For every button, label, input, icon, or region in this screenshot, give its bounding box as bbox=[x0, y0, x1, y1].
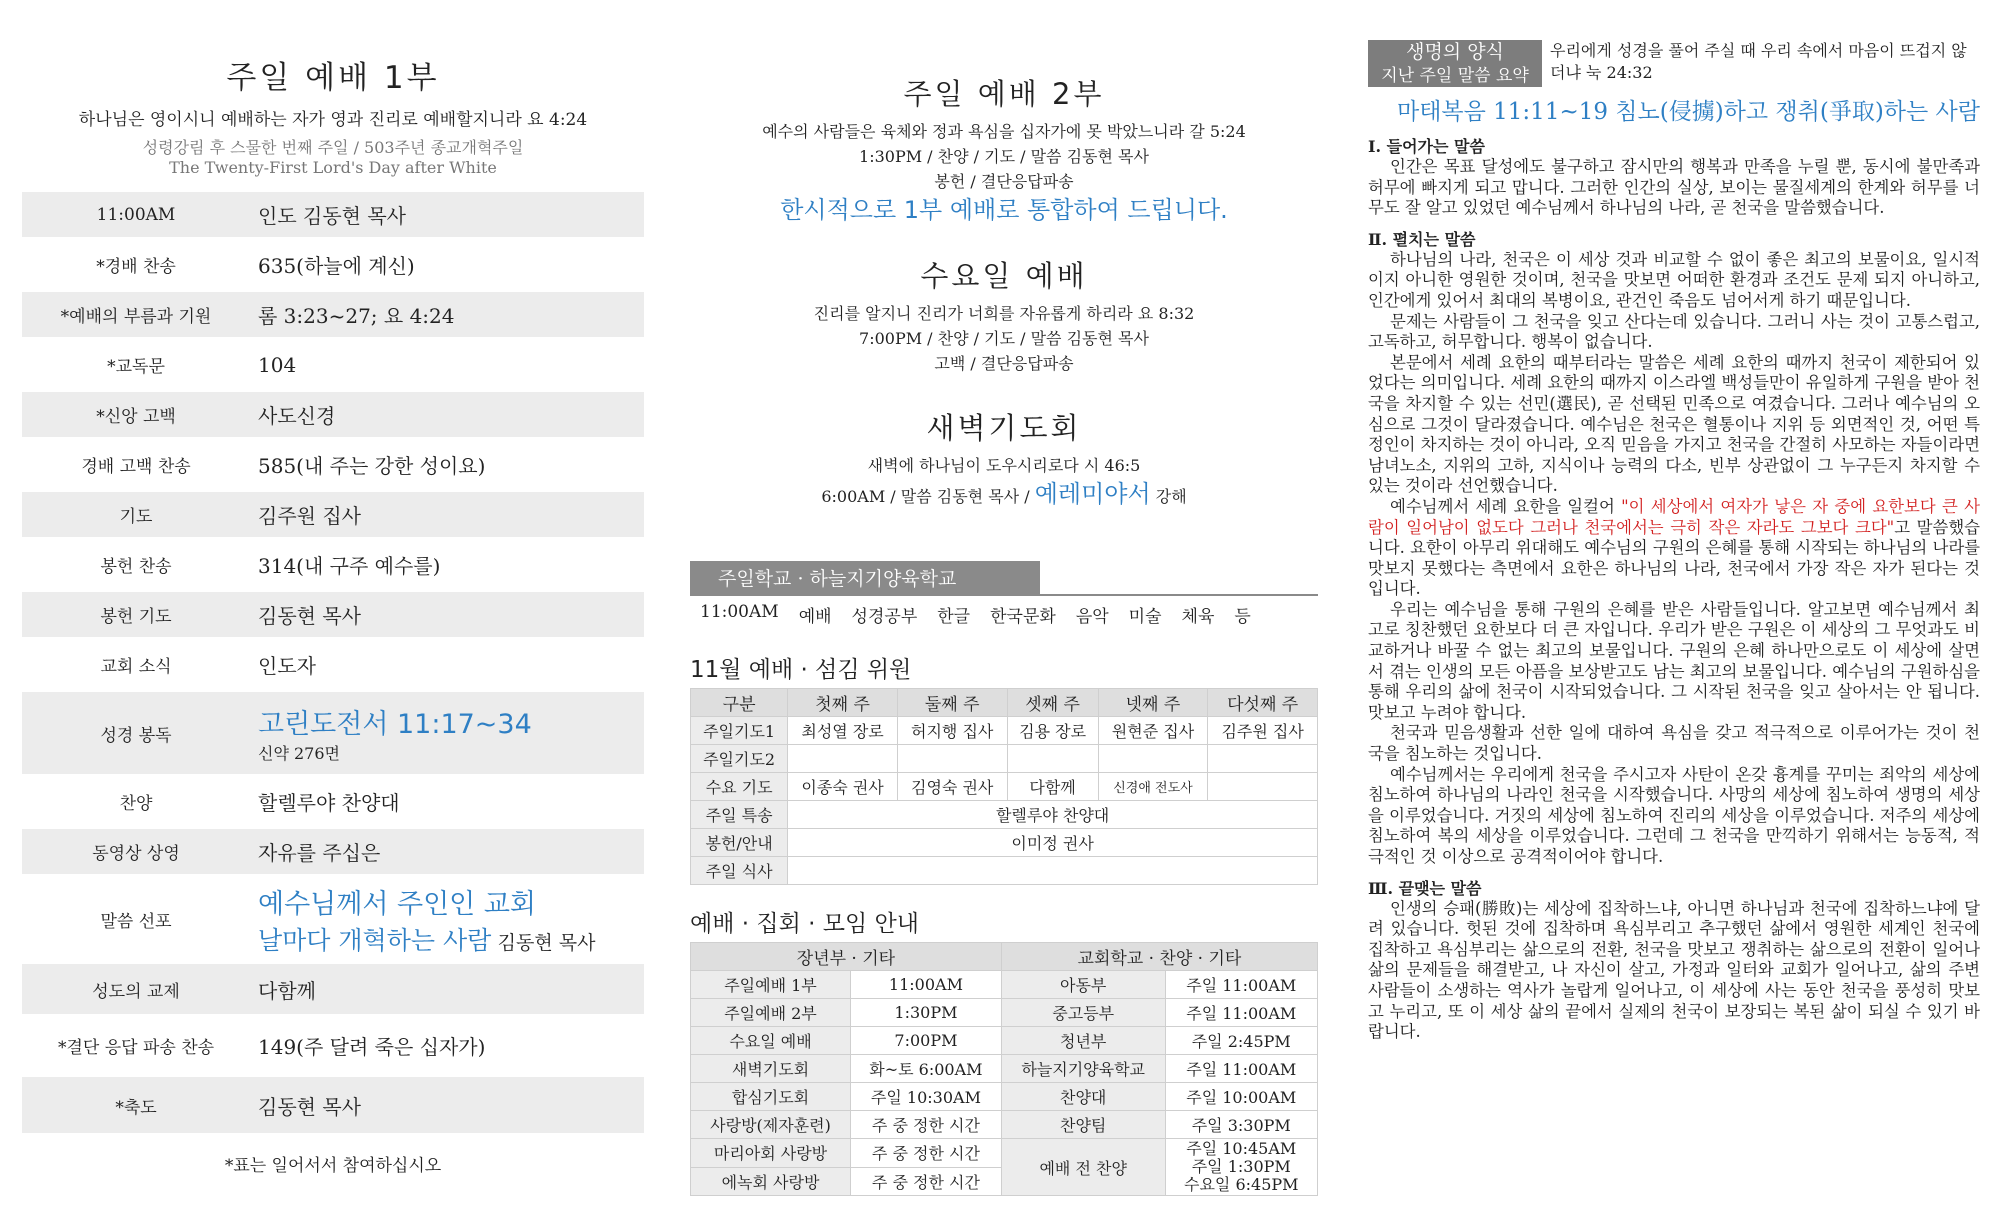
table-row: 주일기도1 최성열 장로 허지행 집사 김용 장로 원현준 집사 김주원 집사 bbox=[691, 717, 1318, 745]
order-row: 경배 고백 찬송 585(내 주는 강한 성이요) bbox=[81, 454, 486, 478]
service1-verse: 하나님은 영이시니 예배하는 자가 영과 진리로 예배할지니라 요 4:24 bbox=[78, 110, 588, 130]
order-row: 동영상 상영 자유를 주십은 bbox=[22, 829, 644, 874]
table-row: 주일기도2 bbox=[691, 745, 1318, 773]
order-row: 성도의 교제 다함께 bbox=[22, 964, 644, 1014]
quoted-scripture: "이 세상에서 여자가 낳은 자 중에 요한보다 큰 사람이 일어남이 없도다 그러나 천국에서는 극히 작은 자라도 그보다 크다" bbox=[1368, 496, 1980, 537]
dawn-line1: 6:00AM / 말씀 김동현 목사 / 예레미야서 강해 bbox=[821, 480, 1187, 508]
order-row: *결단 응답 파송 찬송 149(주 달려 죽은 십자가) bbox=[57, 1035, 486, 1059]
school-bar-label: 주일학교 · 하늘지기양육학교 bbox=[690, 561, 1040, 594]
table-row: 주일예배 1부 11:00AM 아동부 주일 11:00AM bbox=[691, 971, 1318, 999]
summary-paragraph: 예수님께서 세례 요한을 일컬어 "이 세상에서 여자가 낳은 자 중에 요한보다 큰 사람이 일어남이 없도다 그러나 천국에서는 극히 작은 자라도 그보다 크다"고 말씀했습니다. 요한이 아무리 위대해도 예수님의 구원의 은혜를 통해 시작되는 하나님의 나라를 맛보지 못했다는 측면에서 요한은 하나님의 나라, 천국에서 가장 작은 자가 된다는 것입니다. bbox=[1368, 496, 1980, 599]
service2-notice: 한시적으로 1부 예배로 통합하여 드립니다. bbox=[780, 196, 1228, 224]
order-row: *신앙 고백 사도신경 bbox=[22, 392, 644, 437]
scripture-page: 신약 276면 bbox=[258, 744, 340, 763]
table-row: 봉헌/안내 이미정 권사 bbox=[691, 829, 1318, 857]
order-row: *축도 김동현 목사 bbox=[22, 1077, 644, 1133]
service2-line2: 봉헌 / 결단응답파송 bbox=[934, 172, 1074, 191]
order-row: 봉헌 기도 김동현 목사 bbox=[22, 592, 644, 637]
scripture-reference: 고린도전서 11:17~34 bbox=[258, 709, 532, 740]
summary-paragraph: 인생의 승패(勝敗)는 세상에 집착하느냐, 아니면 하나님과 천국에 집착하느냐에 달려 있습니다. 헛된 것에 집착하며 욕심부리고 추구했던 삶에서 영원한 세계인 천국에 집착하고 욕심부리는 삶으로의 전환, 천국을 맛보고 쟁취하는 삶으로의 전환이 일어나 삶의 문제들을 해결받고, 나 자신이 살고, 가정과 일터와 교회가 일어나고, 삶의 주변 사람들이 소생하는 역사가 놀랍게 일어나고, 이 세상에 사는 동안 천국을 풍성히 맛보고 누리고, 또 이 세상 삶의 끝에서 실제의 천국이 보장되는 복된 삶이 되실 수 있기 바랍니다. bbox=[1368, 898, 1980, 1042]
table-row: 수요일 예배 7:00PM 청년부 주일 2:45PM bbox=[691, 1027, 1318, 1055]
table-row: 새벽기도회 화~토 6:00AM 하늘지기양육학교 주일 11:00AM bbox=[691, 1055, 1318, 1083]
sermon-summary-column bbox=[1368, 40, 1980, 1043]
sermon-title-line1: 예수님께서 주인인 교회 bbox=[258, 888, 536, 920]
sermon-title-line2: 날마다 개혁하는 사람 bbox=[258, 925, 492, 955]
table-row: 수요 기도 이종숙 권사 김영숙 권사 다함께 신경애 전도사 bbox=[691, 773, 1318, 801]
order-row: 찬양 할렐루야 찬양대 bbox=[119, 791, 400, 815]
order-row: 교회 소식 인도자 bbox=[100, 654, 316, 678]
duty-heading: 11월 예배 · 섬김 위원 bbox=[690, 657, 912, 683]
school-bar bbox=[690, 561, 1318, 596]
sermon-preacher: 김동현 목사 bbox=[497, 931, 596, 954]
order-row: *교독문 104 bbox=[107, 352, 297, 377]
section-heading: Ⅱ. 펼치는 말씀 bbox=[1368, 229, 1476, 249]
order-of-service bbox=[22, 192, 644, 1133]
summary-paragraph: 본문에서 세례 요한의 때부터라는 말씀은 세례 요한의 때까지 천국이 제한되어 있었다는 의미입니다. 세례 요한의 때까지 이스라엘 백성들만이 유일하게 구원을 받아 천국을 차지할 수 있는 선민(選民), 곧 선택된 민족으로 여겼습니다. 그러나 예수님의 오심으로 그것이 달라졌습니다. 예수님은 천국은 혈통이나 지위 등 외면적인 것, 어떤 특정인이 차지하는 것이 아니라, 오직 믿음을 가지고 천국을 간절히 사모하는 자들이라면 남녀노소, 지위의 고하, 지식이나 능력의 다소, 빈부 상관없이 그 누구든지 차지할 수 있는 것이라 선언했습니다. bbox=[1368, 352, 1980, 496]
dawn-book: 예레미야서 bbox=[1034, 480, 1151, 508]
service1-title: 주일 예배 1부 bbox=[226, 60, 440, 96]
summary-label-box: 생명의 양식 지난 주일 말씀 요약 bbox=[1368, 40, 1542, 87]
order-row: *예배의 부름과 기원 롬 3:23~27; 요 4:24 bbox=[22, 292, 644, 337]
service2-title: 주일 예배 2부 bbox=[903, 77, 1105, 111]
dawn-verse: 새벽에 하나님이 도우시리로다 시 46:5 bbox=[867, 456, 1141, 475]
sermon-row: 말씀 선포 예수님께서 주인인 교회 날마다 개혁하는 사람 김동현 목사 bbox=[22, 879, 644, 959]
wednesday-verse: 진리를 알지니 진리가 너희를 자유롭게 하리라 요 8:32 bbox=[813, 304, 1195, 323]
wednesday-title: 수요일 예배 bbox=[920, 259, 1088, 293]
summary-paragraph: 예수님께서는 우리에게 천국을 주시고자 사탄이 온갖 흉계를 꾸미는 죄악의 세상에 침노하여 하나님의 나라인 천국을 시작했습니다. 사망의 세상에 침노하여 생명의 세상을 이루었습니다. 거짓의 세상에 침노하여 진리의 세상을 이루었습니다. 저주의 세상에 침노하여 복의 세상을 이루었습니다. 그런데 그 천국을 만끽하기 위해서는 능동적, 적극적인 것 이상으로 공격적이어야 합니다. bbox=[1368, 764, 1980, 866]
order-row: 11:00AM 인도 김동현 목사 bbox=[22, 192, 644, 237]
service1-subtitle-en: The Twenty-First Lord's Day after White bbox=[169, 158, 497, 177]
service1-subtitle-ko: 성령강림 후 스물한 번째 주일 / 503주년 종교개혁주일 bbox=[142, 138, 524, 157]
service2-line1: 1:30PM / 찬양 / 기도 / 말씀 김동현 목사 bbox=[859, 147, 1149, 166]
summary-header bbox=[1368, 40, 1980, 87]
summary-sermon-title: 마태복음 11:11~19 침노(侵擄)하고 쟁취(爭取)하는 사람 bbox=[1396, 99, 1980, 125]
table-row: 주일 특송 할렐루야 찬양대 bbox=[691, 801, 1318, 829]
table-row: 합심기도회 주일 10:30AM 찬양대 주일 10:00AM bbox=[691, 1083, 1318, 1111]
scripture-row: 성경 봉독 고린도전서 11:17~34 신약 276면 bbox=[22, 692, 644, 774]
section-heading: Ⅲ. 끝맺는 말씀 bbox=[1368, 878, 1482, 898]
table-row: 주일 식사 bbox=[691, 857, 1318, 885]
summary-paragraph: 천국과 믿음생활과 선한 일에 대하여 욕심을 갖고 적극적으로 이루어가는 것이 천국을 침노하는 것입니다. bbox=[1368, 723, 1980, 764]
summary-paragraph: 문제는 사람들이 그 천국을 잊고 산다는데 있습니다. 그러니 사는 것이 고통스럽고, 고독하고, 허무합니다. 행복이 없습니다. bbox=[1368, 311, 1980, 352]
schedule-heading: 예배 · 집회 · 모임 안내 bbox=[690, 911, 919, 937]
section-heading: Ⅰ. 들어가는 말씀 bbox=[1368, 137, 1485, 156]
school-items: 11:00AM 예배 성경공부 한글 한국문화 음악 미술 체육 등 bbox=[700, 602, 1251, 627]
summary-quote: 우리에게 성경을 풀어 주실 때 우리 속에서 마음이 뜨겁지 않더냐 눅 24:32 bbox=[1550, 41, 1967, 82]
order-row: 봉헌 찬송 314(내 구주 예수를) bbox=[100, 554, 441, 578]
order-row: 기도 김주원 집사 bbox=[22, 492, 644, 537]
order-row: *경배 찬송 635(하늘에 계신) bbox=[96, 254, 415, 278]
table-row: 마리아회 사랑방 주 중 정한 시간 예배 전 찬양 주일 10:45AM 주일 1:30PM 수요일 6:45PM bbox=[691, 1139, 1318, 1168]
dawn-title: 새벽기도회 bbox=[926, 411, 1082, 445]
wednesday-line2: 고백 / 결단응답파송 bbox=[934, 354, 1074, 373]
table-row: 사랑방(제자훈련) 주 중 정한 시간 찬양팀 주일 3:30PM bbox=[691, 1111, 1318, 1139]
summary-paragraph: 인간은 목표 달성에도 불구하고 잠시만의 행복과 만족을 누릴 뿐, 동시에 불만족과 허무에 빠지게 되고 맙니다. 그러한 인간의 실상, 보이는 물질세계의 한계와 허무를 너무도 잘 알고 있었던 예수님께서 하나님의 나라, 곧 천국을 말씀했습니다. bbox=[1368, 157, 1980, 218]
table-row: 주일예배 2부 1:30PM 중고등부 주일 11:00AM bbox=[691, 999, 1318, 1027]
service2-verse: 예수의 사람들은 육체와 정과 욕심을 십자가에 못 박았느니라 갈 5:24 bbox=[762, 122, 1246, 141]
summary-paragraph: 하나님의 나라, 천국은 이 세상 것과 비교할 수 없이 좋은 최고의 보물이요, 일시적이지 아니한 영원한 것이며, 천국을 맛보면 어떠한 환경과 조건도 문제 되지 아니하고, 인간에게 있어서 최대의 복병이요, 관건인 죽음도 넘어서게 하기 때문입니다. bbox=[1368, 249, 1980, 310]
service1-column bbox=[22, 0, 644, 1176]
services-column bbox=[690, 0, 1318, 1196]
wednesday-line1: 7:00PM / 찬양 / 기도 / 말씀 김동현 목사 bbox=[859, 329, 1149, 348]
summary-paragraph: 우리는 예수님을 통해 구원의 은혜를 받은 사람들입니다. 알고보면 예수님께서 최고로 칭찬했던 요한보다 더 큰 자입니다. 우리가 받은 구원은 이 세상의 그 무엇과도 비교하거나 바꿀 수 없는 최고의 보물입니다. 구원의 은혜 하나만으로도 이 세상에 살면서 겪는 인생의 모든 아픔을 보상받고도 남는 최고의 보물입니다. 예수님의 구원하심을 통해 우리의 삶에 천국이 시작되었습니다. 그 시작된 천국을 잊고 살아서는 안 됩니다. 맛보고 누려야 합니다. bbox=[1368, 599, 1980, 722]
schedule-table: 장년부 · 기타 교회학교 · 찬양 · 기타 주일예배 1부 11:00AM 아동부 주일 11:00AM 주일예배 2부 1:30PM 중고등부 주일 11:00AM 수요일 예배 7:00PM 청년부 주일 2:45PM 새벽기도회 화~토 6:00AM 하늘지기양육학교 주일 11:00AM 합심기도회 주일 10:30AM 찬양대 주일 10:00AM 사랑방(제자훈련) 주 중 정한 시간 찬양팀 주일 3:30PM 마리아회 사랑방 주 중 정한 시간 예배 전 찬양 주일 10:45AM 주일 1:30PM 수요일 6:45PM 에녹회 사랑방 주 중 정한 시간 bbox=[690, 942, 1318, 1196]
table-row: 에녹회 사랑방 주 중 정한 시간 bbox=[691, 1167, 1318, 1196]
standing-note: *표는 일어서서 참여하십시오 bbox=[224, 1156, 442, 1176]
duty-table: 구분 첫째 주 둘째 주 셋째 주 넷째 주 다섯째 주 주일기도1 최성열 장로 허지행 집사 김용 장로 원현준 집사 김주원 집사 주일기도2 수요 기도 이종숙 권사 김영숙 권사 다함께 신경애 전도사 주일 특송 할렐루야 찬양대 봉헌/안내 이미정 권사 주일 식사 bbox=[690, 688, 1318, 885]
